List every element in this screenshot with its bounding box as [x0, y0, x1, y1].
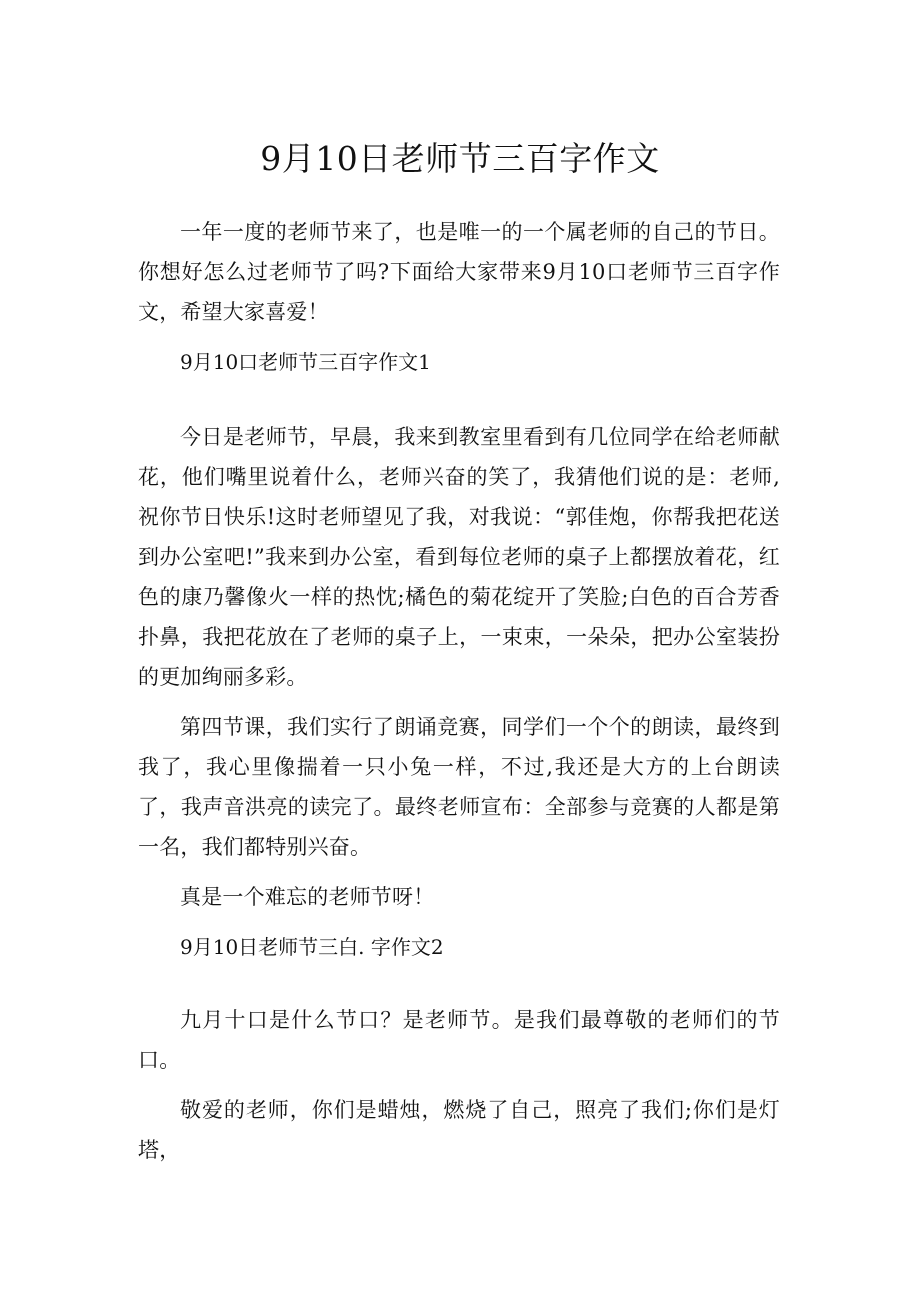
essay1-paragraph: 第四节课，我们实行了朗诵竞赛，同学们一个个的朗读，最终到我了，我心里像揣着一只小兔一样，不过,我还是大方的上台朗读了，我声音洪亮的读完了。最终老师宣布：全部参与竞赛的人都是第一名，我们都特别兴奋。 [138, 715, 780, 859]
spacer [138, 382, 780, 417]
essay2-heading: 9月10日老师节三白. 字作文2 [180, 935, 444, 959]
essay1-paragraph: 真是一个难忘的老师节呀！ [180, 885, 435, 909]
intro-paragraph: 一年一度的老师节来了，也是唯一的一个属老师的自己的节日。你想好怎么过老师节了吗?下面给大家带来9月10口老师节三百字作文，希望大家喜爱！ [138, 220, 780, 324]
spacer [138, 332, 780, 342]
essay2-paragraph: 敬爱的老师，你们是蜡烛，燃烧了自己，照亮了我们;你们是灯塔， [138, 1098, 780, 1162]
spacer [138, 1080, 780, 1090]
spacer [138, 697, 780, 707]
document-body [138, 212, 780, 1170]
spacer [138, 867, 780, 877]
document-title: 9月10日老师节三百字作文 [260, 139, 660, 178]
essay2-paragraph: 九月十口是什么节口？是老师节。是我们最尊敬的老师们的节口。 [138, 1008, 780, 1072]
essay1-paragraph: 今日是老师节，早晨，我来到教室里看到有几位同学在给老师献花，他们嘴里说着什么，老师兴奋的笑了，我猜他们说的是：老师,祝你节日快乐!这时老师望见了我，对我说：“郭佳炮，你帮我把花送到办公室吧!”我来到办公室，看到每位老师的桌子上都摆放着花，红色的康乃馨像火一样的热忱;橘色的菊花绽开了笑脸;白色的百合芳香扑鼻，我把花放在了老师的桌子上，一束束，一朵朵，把办公室装扮的更加绚丽多彩。 [138, 425, 780, 689]
spacer [138, 917, 780, 927]
essay1-heading: 9月10口老师节三百字作文1 [180, 350, 431, 374]
spacer [138, 967, 780, 1000]
